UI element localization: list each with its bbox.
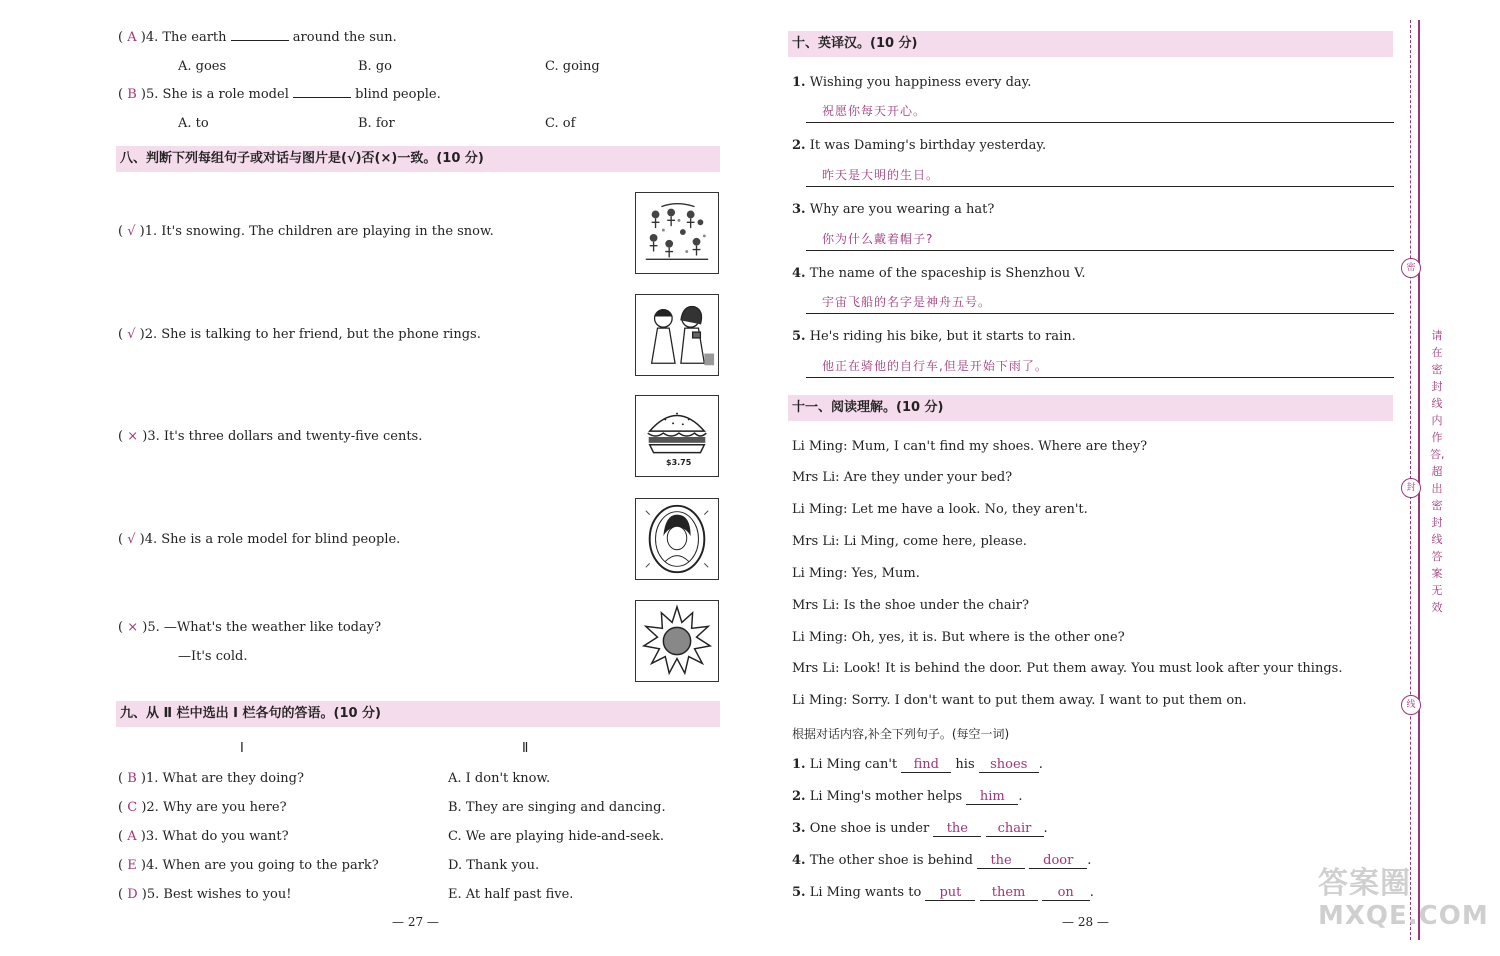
fill-blank: the (977, 854, 1025, 869)
answer-mark: √ (127, 532, 136, 547)
match-item-5: ( D )5. Best wishes to you! (118, 887, 292, 902)
item-number: 4 (145, 858, 155, 873)
girls-phone-picture (635, 294, 719, 376)
watermark-line-1: 答案圈 (1318, 866, 1411, 901)
option-b: B. go (358, 59, 392, 74)
question-text: What do you want? (162, 829, 289, 844)
dialogue-line: Li Ming: Mum, I can't find my shoes. Where are they? (792, 439, 1148, 454)
section-9-title: 九、从 Ⅱ 栏中选出 Ⅰ 栏各句的答语。(10 分) (116, 701, 720, 727)
item-number: 4. (792, 266, 806, 281)
fill-blank: on (1042, 886, 1090, 901)
item-text: Wishing you happiness every day. (809, 75, 1032, 90)
item-number: 2 (144, 327, 154, 342)
option-a: A. to (178, 116, 209, 131)
question-text: When are you going to the park? (162, 858, 379, 873)
fill-blank: him (966, 790, 1018, 805)
answer-line-4 (806, 293, 1394, 314)
item-number: 1. (792, 75, 806, 90)
question-text-end: blind people. (355, 87, 441, 102)
translation-answer: 你为什么戴着帽子? (822, 232, 934, 246)
section-8-title: 八、判断下列每组句子或对话与图片是(√)否(×)一致。(10 分) (116, 146, 720, 172)
item-number: 5. (792, 329, 806, 344)
item-number: 5. (792, 885, 806, 900)
match-option-c: C. We are playing hide-and-seek. (448, 829, 665, 844)
item-number: 3. (792, 821, 806, 836)
seal-mark-2: 封 (1401, 478, 1421, 498)
dialogue-line: Li Ming: Sorry. I don't want to put them away. I want to put them on. (792, 693, 1247, 708)
blank (231, 40, 289, 41)
item-text: She is talking to her friend, but the phone rings. (161, 327, 481, 342)
translation-answer: 祝愿你每天开心。 (822, 104, 927, 118)
item-number: 4. (792, 853, 806, 868)
question-text: She is a role model (162, 87, 289, 102)
item-number: 1. (792, 757, 806, 772)
fill-text: Li Ming's mother helps (809, 789, 963, 804)
item-text: It was Daming's birthday yesterday. (809, 138, 1047, 153)
item-number: 4 (144, 532, 154, 547)
answer-line-2 (806, 166, 1394, 187)
portrait-picture (635, 498, 719, 580)
dialogue-line: Li Ming: Yes, Mum. (792, 566, 920, 581)
children-snow-picture (635, 192, 719, 274)
item-number: 4 (145, 30, 155, 45)
fill-text: Li Ming can't (809, 757, 898, 772)
dialogue-line: Li Ming: Let me have a look. No, they aren't. (792, 502, 1088, 517)
item-text: It's three dollars and twenty-five cents. (163, 429, 423, 444)
seal-solid-line (1418, 20, 1420, 940)
answer-mark: × (127, 620, 139, 635)
seal-mark-1: 密 (1401, 258, 1421, 278)
answer-line-5 (806, 357, 1394, 378)
column-1-heading: Ⅰ (240, 741, 244, 756)
page-number-27: — 27 — (392, 915, 439, 929)
dialogue-line: Li Ming: Oh, yes, it is. But where is the other one? (792, 630, 1125, 645)
item-number: 3 (147, 429, 156, 444)
answer-mark: B (127, 771, 137, 786)
translate-item-1 (792, 75, 1031, 90)
dialogue-line: Mrs Li: Look! It is behind the door. Put them away. You must look after your things. (792, 661, 1343, 676)
item-number: 3. (792, 202, 806, 217)
answer-line-1 (806, 102, 1394, 123)
item-number: 2. (792, 789, 806, 804)
match-item-4: ( E )4. When are you going to the park? (118, 858, 379, 873)
item-text: It's snowing. The children are playing in the snow. (161, 224, 494, 239)
fill-text: his (955, 757, 975, 772)
fill-item-1 (792, 757, 1043, 773)
fill-instruction: 根据对话内容,补全下列句子。(每空一词) (792, 727, 1010, 741)
option-c: C. going (545, 59, 600, 74)
dialogue-line: Mrs Li: Are they under your bed? (792, 470, 1013, 485)
answer-mark: × (127, 429, 139, 444)
judge-item-4: ( √ )4. She is a role model for blind people. (118, 532, 401, 547)
fill-text: . (1087, 853, 1092, 868)
fill-blank: put (925, 886, 975, 901)
column-2-heading: Ⅱ (522, 741, 529, 756)
option-c: C. of (545, 116, 576, 131)
item-text: —What's the weather like today? (163, 620, 382, 635)
fill-item-3 (792, 821, 1048, 837)
option-b: B. for (358, 116, 395, 131)
question-text: Best wishes to you! (163, 887, 292, 902)
answer-mark: D (127, 887, 138, 902)
fill-blank: chair (986, 822, 1044, 837)
item-number: 1 (146, 771, 155, 786)
match-option-b: B. They are singing and dancing. (448, 800, 666, 815)
translate-item-5 (792, 329, 1076, 344)
fill-blank: the (933, 822, 981, 837)
translation-answer: 宇宙飞船的名字是神舟五号。 (822, 295, 992, 309)
question-text: What are they doing? (162, 771, 304, 786)
answer-mark: √ (127, 327, 136, 342)
translate-item-2 (792, 138, 1046, 153)
answer-mark: A (127, 30, 137, 45)
item-number: 5 (146, 887, 156, 902)
judge-item-1: ( √ )1. It's snowing. The children are playing in the snow. (118, 224, 494, 239)
translate-item-3 (792, 202, 994, 217)
mc-item-5: ( B )5. She is a role model blind people. (118, 87, 441, 102)
dialogue-line: Mrs Li: Li Ming, come here, please. (792, 534, 1027, 549)
fill-text: . (1038, 757, 1043, 772)
fill-text: One shoe is under (809, 821, 930, 836)
judge-item-2: ( √ )2. She is talking to her friend, but the phone rings. (118, 327, 481, 342)
judge-item-3: ( × )3. It's three dollars and twenty-five cents. (118, 429, 423, 444)
item-text: The name of the spaceship is Shenzhou V. (809, 266, 1086, 281)
fill-text: . (1089, 885, 1094, 900)
watermark-line-2: MXQE.COM (1318, 901, 1489, 931)
match-option-a: A. I don't know. (448, 771, 551, 786)
watermark (1318, 868, 1489, 932)
answer-line-3 (806, 230, 1394, 251)
section-11-title: 十一、阅读理解。(10 分) (788, 395, 1393, 421)
fill-item-4 (792, 853, 1091, 869)
item-number: 1 (144, 224, 154, 239)
fill-text: . (1018, 789, 1023, 804)
translate-item-4 (792, 266, 1086, 281)
item-text: Why are you wearing a hat? (809, 202, 995, 217)
mc-item-4: ( A )4. The earth around the sun. (118, 30, 397, 45)
fill-blank: door (1029, 854, 1087, 869)
blank (293, 97, 351, 98)
dialogue-line: Mrs Li: Is the shoe under the chair? (792, 598, 1029, 613)
page-number-28: — 28 — (1062, 915, 1109, 929)
item-number: 3 (145, 829, 155, 844)
match-option-d: D. Thank you. (448, 858, 540, 873)
item-text: He's riding his bike, but it starts to rain. (809, 329, 1076, 344)
hamburger-picture (635, 395, 719, 477)
match-item-1: ( B )1. What are they doing? (118, 771, 304, 786)
question-text-end: around the sun. (292, 30, 397, 45)
question-text: Why are you here? (162, 800, 287, 815)
item-number: 5 (147, 620, 156, 635)
translation-answer: 昨天是大明的生日。 (822, 168, 940, 182)
match-item-2: ( C )2. Why are you here? (118, 800, 287, 815)
judge-item-5: ( × )5. —What's the weather like today? (118, 620, 382, 635)
item-number: 5 (146, 87, 155, 102)
seal-mark-3: 线 (1401, 695, 1421, 715)
match-option-e: E. At half past five. (448, 887, 574, 902)
fill-text: . (1043, 821, 1048, 836)
sun-picture (635, 600, 719, 682)
price-label: $3.75 (666, 458, 692, 467)
item-number: 2 (146, 800, 155, 815)
translation-answer: 他正在骑他的自行车,但是开始下雨了。 (822, 359, 1048, 373)
answer-mark: E (127, 858, 137, 873)
item-number: 2. (792, 138, 806, 153)
fill-text: Li Ming wants to (809, 885, 922, 900)
seal-instruction: 请在密封线内作答,超出密封线答案无效 (1430, 329, 1445, 614)
option-a: A. goes (178, 59, 227, 74)
fill-text: The other shoe is behind (809, 853, 973, 868)
fill-blank: find (901, 758, 951, 773)
answer-mark: C (127, 800, 138, 815)
judge-item-5-reply: —It's cold. (178, 649, 248, 664)
fill-blank: shoes (979, 758, 1039, 773)
answer-mark: B (127, 87, 137, 102)
fill-item-2 (792, 789, 1022, 805)
answer-mark: √ (127, 224, 136, 239)
answer-mark: A (127, 829, 137, 844)
match-item-3: ( A )3. What do you want? (118, 829, 289, 844)
fill-item-5 (792, 885, 1094, 901)
section-10-title: 十、英译汉。(10 分) (788, 31, 1393, 57)
question-text: The earth (162, 30, 227, 45)
item-text: She is a role model for blind people. (161, 532, 401, 547)
fill-blank: them (980, 886, 1038, 901)
